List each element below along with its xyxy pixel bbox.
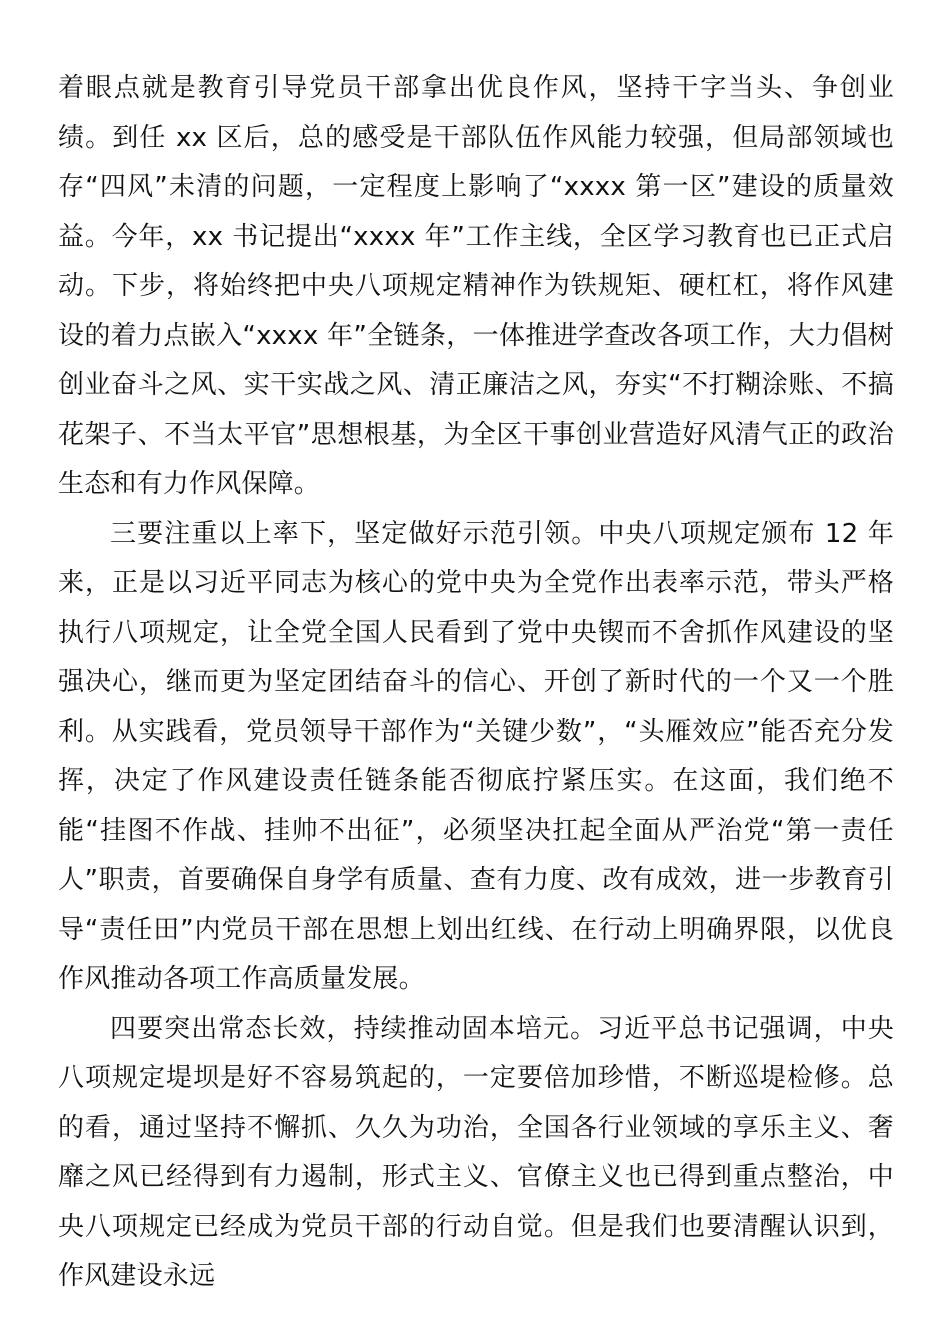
paragraph-1: 着眼点就是教育引导党员干部拿出优良作风，坚持干字当头、争创业绩。到任 xx 区后，总的感受是干部队伍作风能力较强，但局部领域也存“四风”未清的问题，一定程度上影响了“xxxx 第一区”建设的质量效益。今年，xx 书记提出“xxxx 年”工作主线，全区学习教育也已正式启动。下步，将始终把中央八项规定精神作为铁规矩、硬杠杠，将作风建设的着力点嵌入“xxxx 年”全链条，一体推进学查改各项工作，大力倡树创业奋斗之风、实干实战之风、清正廉洁之风，夯实“不打糊涂账、不搞花架子、不当太平官”思想根基，为全区干事创业营造好风清气正的政治生态和有力作风保障。 [58,73,894,499]
paragraph-2: 三要注重以上率下，坚定做好示范引领。中央八项规定颁布 12 年来，正是以习近平同志为核心的党中央为全党作出表率示范，带头严格执行八项规定，让全党全国人民看到了党中央锲而不舍抓作风建设的坚强决心，继而更为坚定团结奋斗的信心、开创了新时代的一个又一个胜利。从实践看，党员领导干部作为“关键少数”，“头雁效应”能否充分发挥，决定了作风建设责任链条能否彻底拧紧压实。在这面，我们绝不能“挂图不作战、挂帅不出征”，必须坚决扛起全面从严治党“第一责任人”职责，首要确保自身学有质量、查有力度、改有成效，进一步教育引导“责任田”内党员干部在思想上划出红线、在行动上明确界限，以优良作风推动各项工作高质量发展。 [58,518,894,994]
document-page [58,64,894,1302]
paragraph-3: 四要突出常态长效，持续推动固本培元。习近平总书记强调，中央八项规定堤坝是好不容易筑起的，一定要倍加珍惜，不断巡堤检修。总的看，通过坚持不懈抓、久久为功治，全国各行业领域的享乐主义、奢靡之风已经得到有力遏制，形式主义、官僚主义也已得到重点整治，中央八项规定已经成为党员干部的行动自觉。但是我们也要清醒认识到，作风建设永远 [58,1013,894,1291]
